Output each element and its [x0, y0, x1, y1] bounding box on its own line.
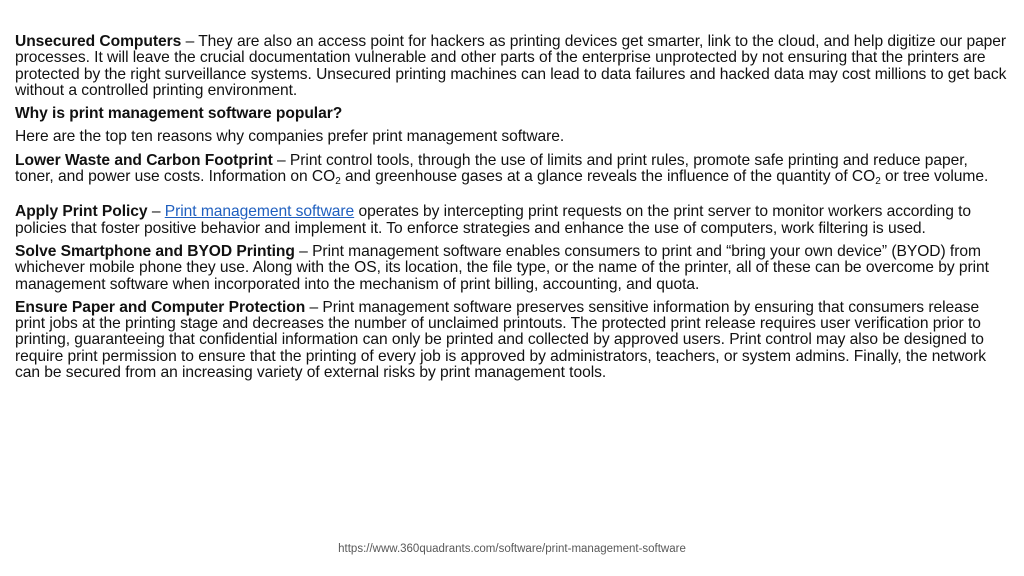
separator: –: [294, 242, 313, 260]
paragraph-byod: [15, 244, 1009, 293]
separator: –: [147, 203, 165, 221]
subscript: 2: [335, 176, 341, 188]
paragraph-lead: Unsecured Computers: [15, 33, 182, 50]
separator: –: [272, 151, 290, 169]
paragraph-body: Print management software enables consumers to print and “bring your own device” (BYOD) from whichever mobile phone they use. Along with the OS, its location, the file type, or the name of the printer, all of these can be overcome by print management software when incorporated into the mechanism of print billing, accounting, and quota.: [15, 242, 989, 293]
paragraph-body: Print management software preserves sensitive information by ensuring that consumers release print jobs at the printing stage and decreases the number of unclaimed printouts. The protected print release requires user verification prior to printing, guaranteeing that confidential information can only be printed and collected by approved users. Print control may also be designed to require print permission to ensure that the printing of every job is approved by administrators, teachers, or system admins. Finally, the network can be secured from an increasing variety of external risks by print management tools.: [15, 298, 986, 382]
paragraph-body: and greenhouse gases at a glance reveals the influence of the quantity of CO: [340, 168, 876, 186]
section-heading: Why is print management software popular?: [15, 105, 343, 123]
separator: –: [181, 33, 199, 50]
paragraph-lead: Ensure Paper and Computer Protection: [15, 298, 306, 316]
paragraph-protection: [15, 300, 1009, 381]
separator: –: [305, 298, 323, 316]
paragraph-apply-policy: [15, 204, 1009, 237]
paragraph-lead: Solve Smartphone and BYOD Printing: [15, 242, 295, 260]
footer-source-url: https://www.360quadrants.com/software/print-management-software: [338, 543, 686, 555]
paragraph-unsecured-computers: [15, 34, 1009, 99]
slide-content: [15, 34, 1009, 388]
paragraph-body: They are also an access point for hackers as printing devices get smarter, link to the cloud, and help digitize our paper processes. It will leave the crucial documentation vulnerable and other parts of the enterprise unprotected by not ensuring that the printers are protected by the right surveillance systems. Unsecured printing machines can lead to data failures and hacked data may cost millions to get back without a controlled printing environment.: [15, 33, 1007, 99]
paragraph-body: or tree volume.: [880, 168, 989, 186]
paragraph-body: Print control tools, through the use of limits and print rules, promote safe printing and reduce paper, toner, and power use costs. Information on CO: [15, 151, 968, 186]
paragraph-body: operates by intercepting print requests on the print server to monitor workers according to policies that foster positive behavior and implement it. To enforce strategies and enhance the use of computers, work filtering is used.: [15, 203, 972, 237]
paragraph-intro: Here are the top ten reasons why companies prefer print management software.: [15, 128, 565, 146]
subscript: 2: [875, 176, 881, 188]
paragraph-lead: Lower Waste and Carbon Footprint: [15, 151, 273, 169]
print-management-software-link[interactable]: Print management software: [164, 203, 355, 221]
paragraph-lead: Apply Print Policy: [15, 203, 148, 221]
paragraph-lower-waste: [15, 153, 1009, 186]
